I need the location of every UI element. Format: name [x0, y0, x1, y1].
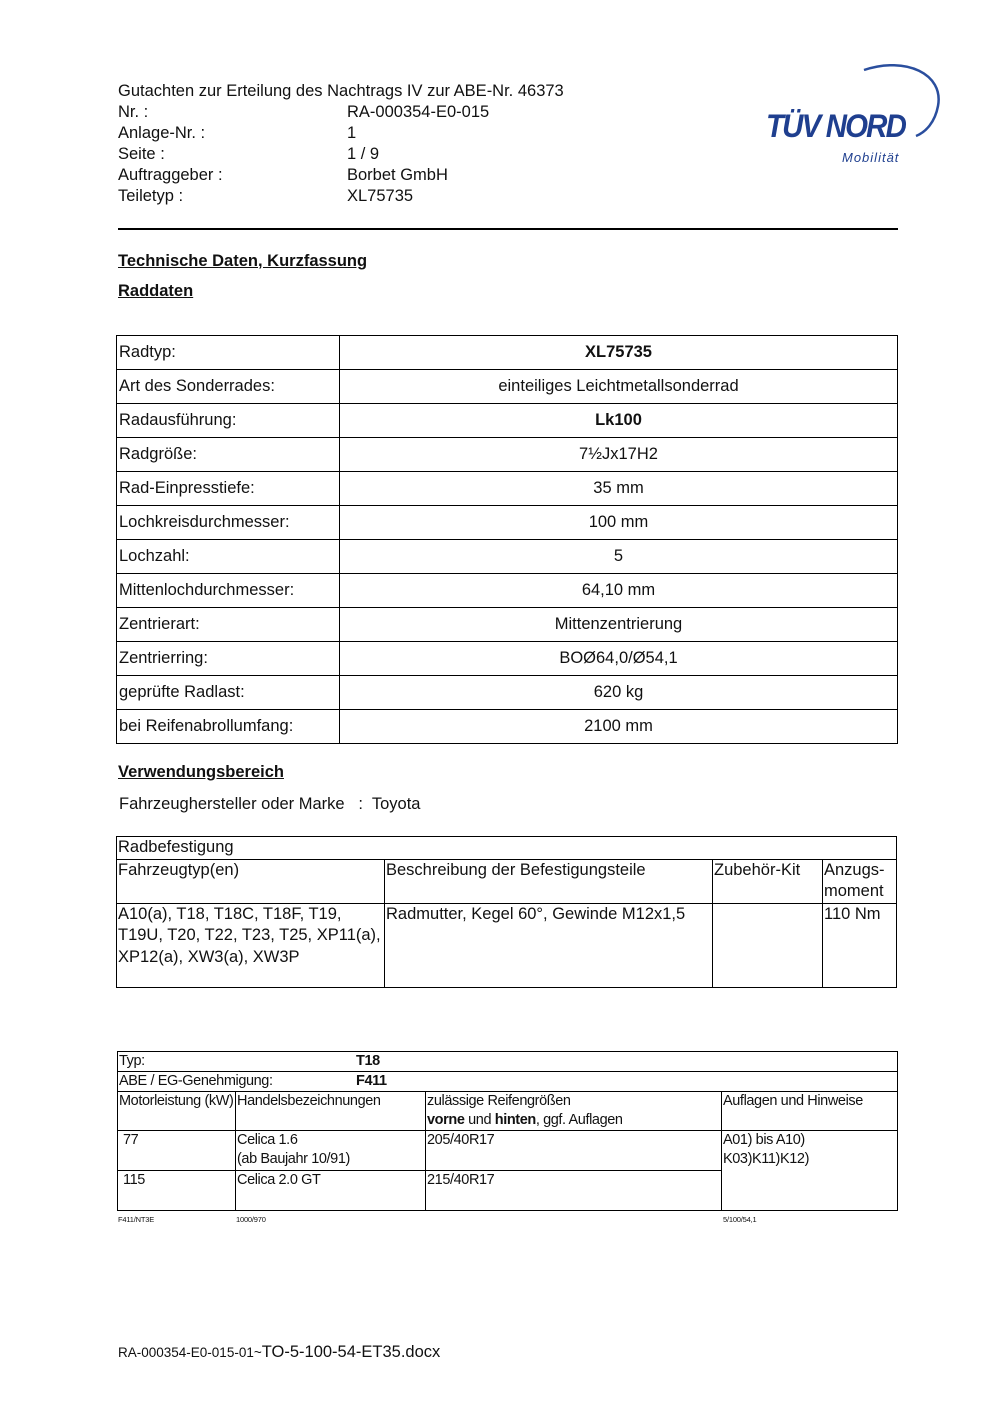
- logo-brand: TÜV NORD: [766, 108, 906, 144]
- cell-reifen: 215/40R17: [426, 1171, 722, 1211]
- befestigung-title: Radbefestigung: [117, 837, 897, 860]
- raddaten-value: 35 mm: [340, 472, 898, 506]
- table-row: [117, 438, 898, 472]
- typ-label: Typ:: [119, 1053, 145, 1069]
- raddaten-value: 64,10 mm: [340, 574, 898, 608]
- cell-handel: [236, 1171, 426, 1211]
- table-row: [117, 336, 898, 370]
- footer-filename: [118, 1343, 440, 1362]
- raddaten-value: 7½Jx17H2: [340, 438, 898, 472]
- col-header-handel: Handelsbezeichnungen: [236, 1092, 426, 1131]
- raddaten-label: Zentrierring:: [117, 642, 340, 676]
- raddaten-value: Mittenzentrierung: [340, 608, 898, 642]
- reifen-header-auflagen: , ggf. Auflagen: [535, 1112, 623, 1128]
- raddaten-value: 5: [340, 540, 898, 574]
- raddaten-label: Lochzahl:: [117, 540, 340, 574]
- raddaten-value: 100 mm: [340, 506, 898, 540]
- col-header: Anzugs-moment: [823, 859, 897, 903]
- tuv-nord-logo: [766, 60, 940, 170]
- section-raddaten-title: Raddaten: [118, 282, 194, 300]
- reifen-header-text: zulässige Reifengrößen: [427, 1093, 571, 1109]
- hersteller-line: [119, 795, 420, 814]
- typ-table: [117, 1051, 898, 1211]
- reifen-header-und: und: [464, 1112, 495, 1128]
- col-header: Zubehör-Kit: [713, 859, 823, 903]
- cell-reifen: 205/40R17: [426, 1131, 722, 1171]
- logo-sub: Mobilität: [842, 150, 900, 165]
- hersteller-value: Toyota: [371, 795, 421, 813]
- auflagen-line: A01) bis A10): [723, 1132, 805, 1148]
- table-header-row: [117, 859, 897, 903]
- header-value: XL75735: [347, 187, 414, 205]
- header-field-nr: [118, 102, 564, 123]
- tiny-code-1: F411/NT3E: [118, 1215, 154, 1224]
- typ-value: T18: [356, 1053, 380, 1069]
- raddaten-label: geprüfte Radlast:: [117, 676, 340, 710]
- table-row: [117, 574, 898, 608]
- table-row: [117, 506, 898, 540]
- table-row: [117, 642, 898, 676]
- hersteller-sep: :: [358, 795, 363, 813]
- header-title: Gutachten zur Erteilung des Nachtrags IV zur ABE-Nr. 46373: [118, 82, 564, 100]
- raddaten-label: Mittenlochdurchmesser:: [117, 574, 340, 608]
- raddaten-label: Rad-Einpresstiefe:: [117, 472, 340, 506]
- raddaten-label: Zentrierart:: [117, 608, 340, 642]
- table-row: [118, 1131, 898, 1171]
- cell-anzugsmoment: 110 Nm: [823, 903, 897, 987]
- section-verwendung-title: Verwendungsbereich: [118, 763, 284, 781]
- raddaten-label: Lochkreisdurchmesser:: [117, 506, 340, 540]
- cell-auflagen: [722, 1131, 898, 1211]
- table-header-row: [118, 1092, 898, 1131]
- befestigung-table: [116, 836, 897, 988]
- document-header: [118, 81, 564, 207]
- table-row: [117, 608, 898, 642]
- hersteller-label: Fahrzeughersteller oder Marke: [119, 795, 345, 813]
- col-header: Beschreibung der Befestigungsteile: [385, 859, 713, 903]
- cell-zubehoer: [713, 903, 823, 987]
- col-header: Fahrzeugtyp(en): [117, 859, 385, 903]
- footer-small: RA-000354-E0-015-01~: [118, 1345, 262, 1360]
- reifen-header-vorne: vorne: [427, 1112, 465, 1128]
- raddaten-label: Radtyp:: [117, 336, 340, 370]
- footer-large: TO-5-100-54-ET35.docx: [261, 1343, 441, 1361]
- abe-value: F411: [356, 1073, 387, 1089]
- table-row: [117, 710, 898, 744]
- reifen-header-hinten: hinten: [494, 1112, 536, 1128]
- raddaten-table: [116, 335, 898, 744]
- cell-kw: 115: [118, 1171, 236, 1211]
- raddaten-value: BOØ64,0/Ø54,1: [340, 642, 898, 676]
- cell-fahrzeugtypen: A10(a), T18, T18C, T18F, T19, T19U, T20, T22, T23, T25, XP11(a), XP12(a), XW3(a), XW3P: [117, 903, 385, 987]
- raddaten-label: Art des Sonderrades:: [117, 370, 340, 404]
- raddaten-label: bei Reifenabrollumfang:: [117, 710, 340, 744]
- header-label: Auftraggeber :: [118, 166, 223, 184]
- header-value: 1 / 9: [347, 145, 380, 163]
- table-row: [117, 903, 897, 987]
- raddaten-label: Radausführung:: [117, 404, 340, 438]
- header-field-seite: [118, 144, 564, 165]
- header-field-auftraggeber: [118, 165, 564, 186]
- handel-baujahr: (ab Baujahr 10/91): [237, 1151, 350, 1167]
- col-header-auflagen: Auflagen und Hinweise: [722, 1092, 898, 1131]
- header-label: Anlage-Nr. :: [118, 124, 206, 142]
- handel-name: Celica 2.0 GT: [237, 1172, 321, 1188]
- section-tech-title: Technische Daten, Kurzfassung: [118, 252, 368, 270]
- raddaten-value: XL75735: [340, 336, 898, 370]
- header-value: 1: [347, 124, 357, 142]
- header-value: RA-000354-E0-015: [347, 103, 490, 121]
- cell-beschreibung: Radmutter, Kegel 60°, Gewinde M12x1,5: [385, 903, 713, 987]
- auflagen-line: K03)K11)K12): [723, 1151, 810, 1167]
- raddaten-label: Radgröße:: [117, 438, 340, 472]
- header-label: Teiletyp :: [118, 187, 184, 205]
- raddaten-value: 2100 mm: [340, 710, 898, 744]
- header-field-teiletyp: [118, 186, 564, 207]
- table-row: [117, 676, 898, 710]
- table-row: [117, 404, 898, 438]
- col-header-motor: Motorleistung (kW): [118, 1092, 236, 1131]
- table-row: [117, 370, 898, 404]
- handel-name: Celica 1.6: [237, 1132, 298, 1148]
- abe-label: ABE / EG-Genehmigung:: [119, 1073, 273, 1089]
- header-field-anlage: [118, 123, 564, 144]
- tiny-code-2: 1000/970: [236, 1215, 266, 1224]
- col-header-reifen: [426, 1092, 722, 1131]
- cell-handel: [236, 1131, 426, 1171]
- raddaten-value: Lk100: [340, 404, 898, 438]
- table-row: [117, 472, 898, 506]
- table-row: [117, 540, 898, 574]
- cell-kw: 77: [118, 1131, 236, 1171]
- raddaten-value: einteiliges Leichtmetallsonderrad: [340, 370, 898, 404]
- header-value: Borbet GmbH: [347, 166, 448, 184]
- tiny-code-3: 5/100/54,1: [723, 1215, 757, 1224]
- header-divider: [118, 228, 898, 230]
- header-label: Nr. :: [118, 103, 149, 121]
- raddaten-value: 620 kg: [340, 676, 898, 710]
- header-label: Seite :: [118, 145, 165, 163]
